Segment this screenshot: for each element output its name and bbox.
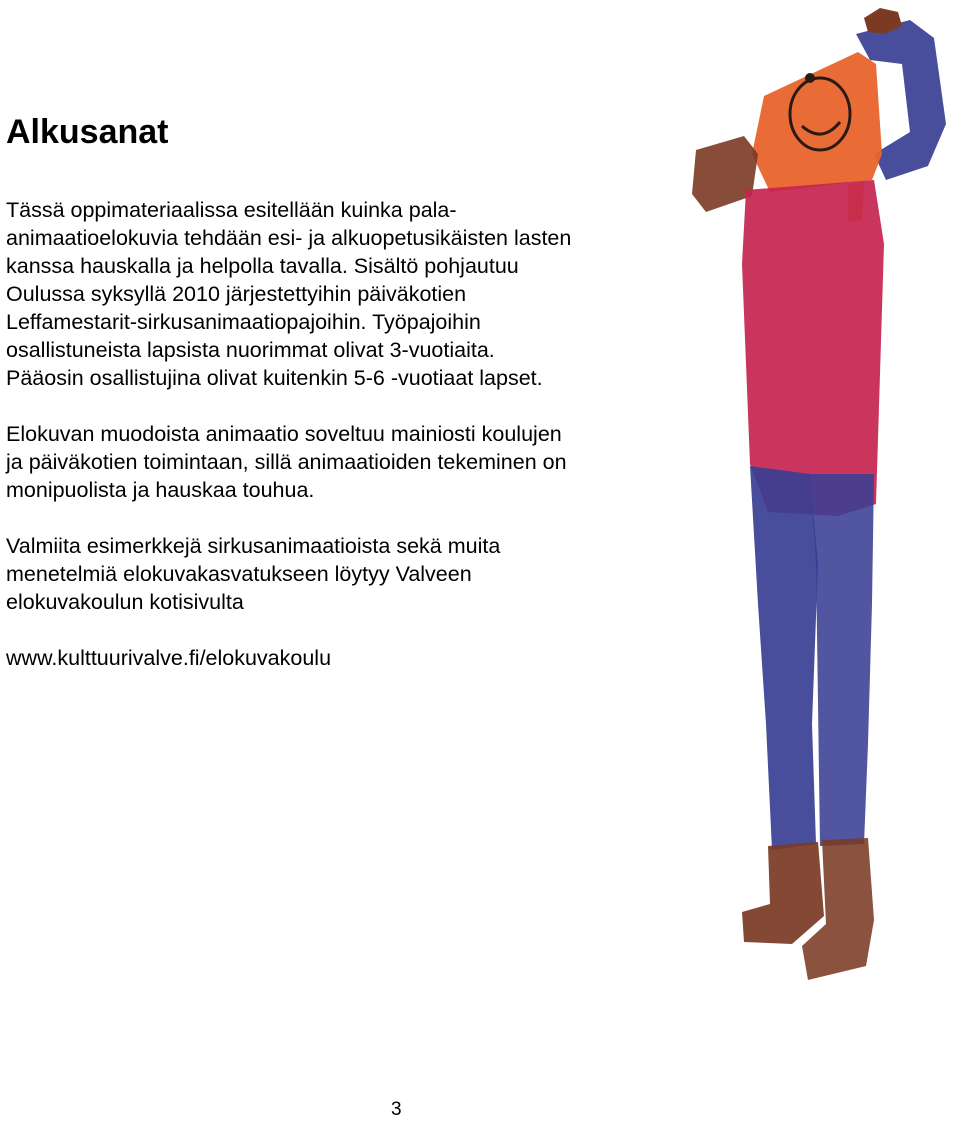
drawing-leg-left (750, 466, 818, 850)
text-line: osallistuneista lapsista nuorimmat olivat 3-vuotiaita. (6, 338, 495, 362)
drawing-eye (805, 73, 815, 83)
text-line: kanssa hauskalla ja helpolla tavalla. Sisältö pohjautuu (6, 254, 519, 278)
child-drawing-illustration (688, 4, 960, 988)
text-line: Oulussa syksyllä 2010 järjestettyihin päiväkotien (6, 282, 467, 306)
drawing-leg-right (810, 474, 874, 846)
text-line: Leffamestarit-sirkusanimaatiopajoihin. Työpajoihin (6, 310, 481, 334)
website-url: www.kulttuurivalve.fi/elokuvakoulu (6, 646, 332, 670)
text-line: Valmiita esimerkkejä sirkusanimaatioista sekä muita (6, 534, 501, 558)
drawing-boot-left (742, 842, 824, 944)
text-line: elokuvakoulun kotisivulta (6, 590, 244, 614)
text-line: monipuolista ja hauskaa touhua. (6, 478, 315, 502)
paragraph-animation (6, 420, 696, 504)
paragraph-url (6, 644, 696, 672)
text-line: Tässä oppimateriaalissa esitellään kuinka pala- (6, 198, 457, 222)
text-line: Pääosin osallistujina olivat kuitenkin 5-6 -vuotiaat lapset. (6, 366, 543, 390)
page-number: 3 (391, 1099, 402, 1120)
paragraph-intro (6, 196, 696, 392)
text-line: Elokuvan muodoista animaatio soveltuu mainiosti koulujen (6, 422, 562, 446)
text-line: menetelmiä elokuvakasvatukseen löytyy Valveen (6, 562, 472, 586)
text-line: animaatioelokuvia tehdään esi- ja alkuopetusikäisten lasten (6, 226, 572, 250)
drawing-torso (742, 180, 884, 516)
body-text (6, 196, 696, 700)
text-line: ja päiväkotien toimintaan, sillä animaatioiden tekeminen on (6, 450, 567, 474)
page-title: Alkusanat (6, 113, 169, 151)
paragraph-examples (6, 532, 696, 616)
drawing-head (752, 52, 882, 192)
